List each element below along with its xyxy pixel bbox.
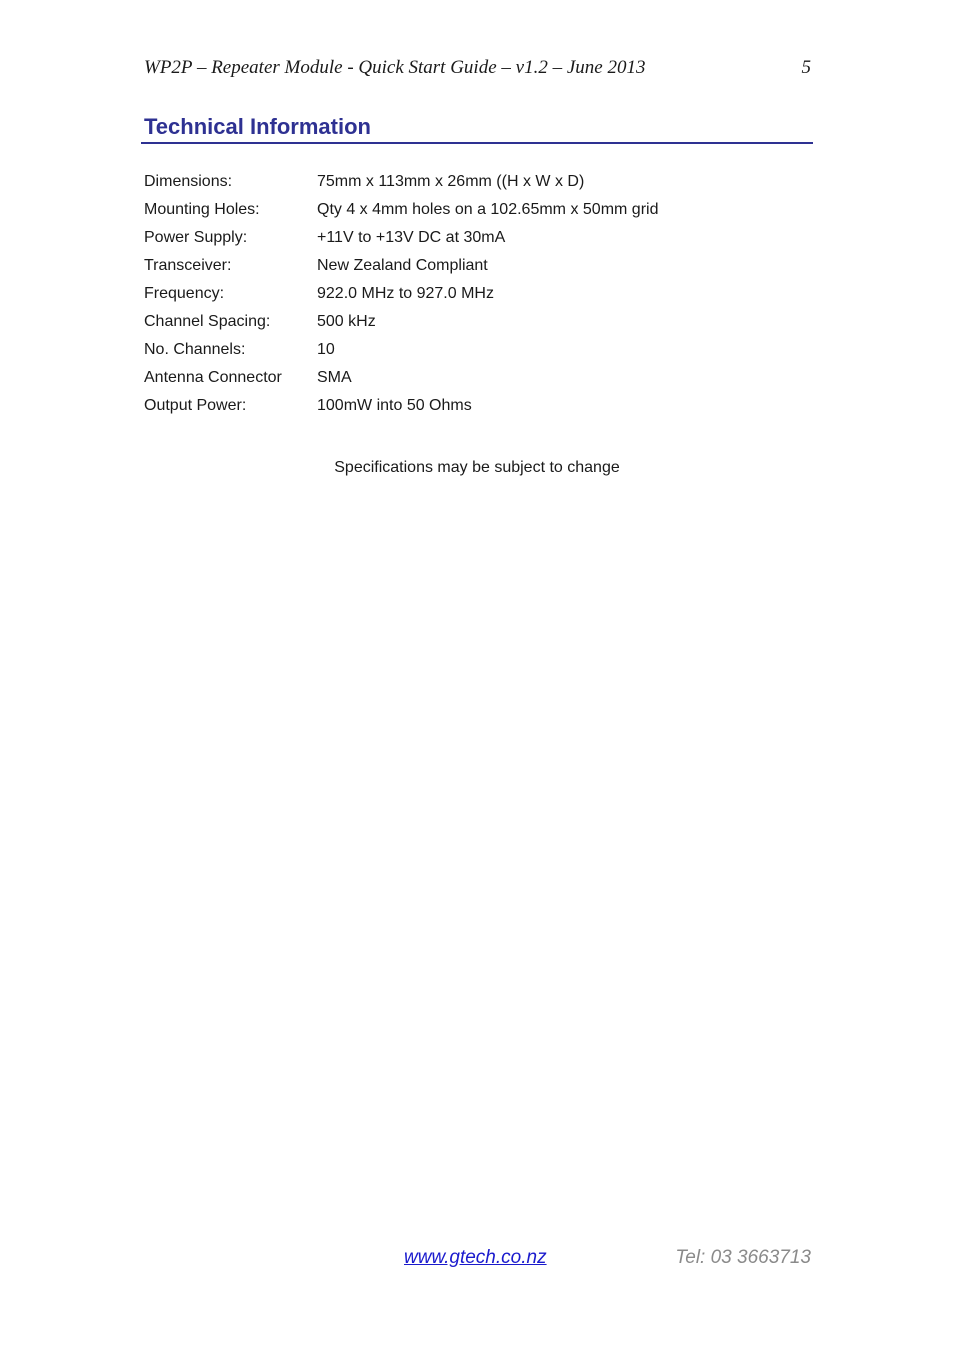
spec-row-antenna-connector xyxy=(144,364,764,392)
spec-label: Power Supply: xyxy=(144,229,248,246)
spec-value: 922.0 MHz to 927.0 MHz xyxy=(317,285,494,302)
specifications-note: Specifications may be subject to change xyxy=(334,459,620,476)
spec-row-power-supply xyxy=(144,224,764,252)
spec-value: Qty 4 x 4mm holes on a 102.65mm x 50mm grid xyxy=(317,201,659,218)
spec-row-channels xyxy=(144,336,764,364)
spec-row-frequency xyxy=(144,280,764,308)
spec-value: SMA xyxy=(317,369,352,386)
spec-label: Mounting Holes: xyxy=(144,201,260,218)
spec-label: Frequency: xyxy=(144,285,225,302)
document-title: WP2P – Repeater Module - Quick Start Guide – v1.2 – June 2013 xyxy=(144,57,646,78)
spec-row-output-power xyxy=(144,392,764,420)
telephone-number: Tel: 03 3663713 xyxy=(675,1247,811,1268)
spec-label: No. Channels: xyxy=(144,341,246,358)
website-link[interactable]: www.gtech.co.nz xyxy=(404,1247,547,1268)
spec-table xyxy=(144,168,764,420)
spec-value: +11V to +13V DC at 30mA xyxy=(317,229,506,246)
spec-value: 500 kHz xyxy=(317,313,376,330)
spec-label: Output Power: xyxy=(144,397,247,414)
page-number: 5 xyxy=(801,57,811,78)
spec-label: Transceiver: xyxy=(144,257,232,274)
spec-row-mounting-holes xyxy=(144,196,764,224)
section-heading: Technical Information xyxy=(144,114,371,139)
spec-row-channel-spacing xyxy=(144,308,764,336)
spec-row-transceiver xyxy=(144,252,764,280)
spec-value: 100mW into 50 Ohms xyxy=(317,397,472,414)
spec-label: Channel Spacing: xyxy=(144,313,271,330)
spec-row-dimensions xyxy=(144,168,764,196)
spec-label: Antenna Connector xyxy=(144,369,282,386)
spec-value: 75mm x 113mm x 26mm ((H x W x D) xyxy=(317,173,585,190)
spec-value: 10 xyxy=(317,341,335,358)
spec-label: Dimensions: xyxy=(144,173,233,190)
heading-divider xyxy=(141,142,813,144)
spec-value: New Zealand Compliant xyxy=(317,257,488,274)
page-header xyxy=(144,57,811,83)
